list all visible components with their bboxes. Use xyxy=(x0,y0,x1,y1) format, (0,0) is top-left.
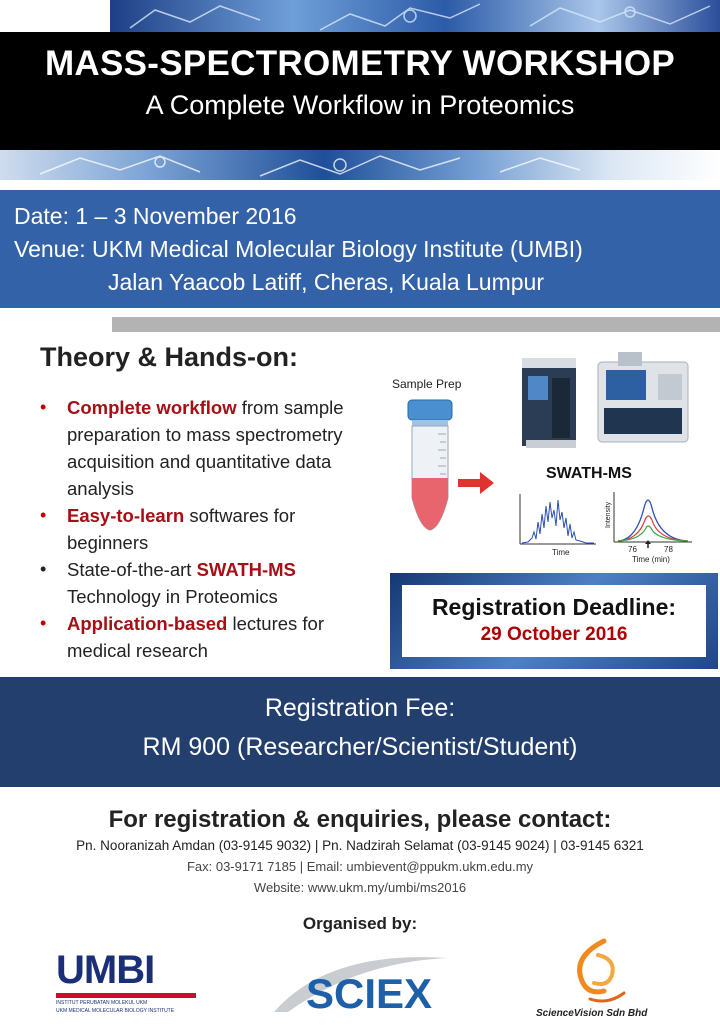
sciencevision-logo-text: ScienceVision Sdn Bhd xyxy=(536,1008,648,1019)
registration-fee-block xyxy=(0,677,720,787)
contact-title: For registration & enquiries, please contact: xyxy=(108,806,612,833)
sciex-logo xyxy=(268,940,458,1020)
event-date: Date: 1 – 3 November 2016 xyxy=(14,203,297,229)
umbi-logo-subtitle: INSTITUT PERUBATAN MOLEKUL UKM xyxy=(56,1000,148,1006)
umbi-logo xyxy=(56,950,196,1020)
sciex-logo-text: SCIEX xyxy=(306,970,433,1017)
deadline-box xyxy=(402,585,706,657)
contact-fax-email: Fax: 03-9171 7185 | Email: umbievent@ppukm.ukm.edu.my xyxy=(186,859,534,874)
deadline-title: Registration Deadline: xyxy=(431,594,677,620)
list-item: • State-of-the-art SWATH-MS Technology in Proteomics xyxy=(40,556,350,610)
fee-title: Registration Fee: xyxy=(264,694,456,722)
bullet-icon: • xyxy=(40,613,47,633)
page-title: MASS-SPECTROMETRY WORKSHOP xyxy=(44,44,676,83)
bullet-icon: • xyxy=(40,397,47,417)
umbi-logo-text: UMBI xyxy=(56,948,155,992)
bottom-banner-image xyxy=(0,150,720,180)
deadline-date: 29 October 2016 xyxy=(480,624,628,645)
chart2-tick-1: 76 xyxy=(628,545,637,554)
divider-bar xyxy=(112,317,720,332)
umbi-logo-subtitle-en: UKM MEDICAL MOLECULAR BIOLOGY INSTITUTE xyxy=(56,1008,175,1014)
bullet-icon: • xyxy=(40,505,47,525)
event-info-block xyxy=(0,190,720,308)
contact-website: Website: www.ukm.my/umbi/ms2016 xyxy=(253,880,467,895)
sciencevision-logo xyxy=(528,935,678,1025)
feature-list xyxy=(40,394,350,664)
title-block xyxy=(0,32,720,150)
swath-ms-label: SWATH-MS xyxy=(546,465,632,482)
arrow-right-icon xyxy=(458,472,494,494)
chart2-ylabel: Intensity xyxy=(605,501,612,528)
chart1-xlabel: Time xyxy=(552,548,570,557)
bullet-icon: • xyxy=(40,559,47,579)
top-banner-image xyxy=(110,0,720,32)
list-item: • Complete workflow from sample preparation to mass spectrometry acquisition and quantitative data analysis xyxy=(40,394,350,502)
fee-amount: RM 900 (Researcher/Scientist/Student) xyxy=(142,733,578,761)
list-item: • Easy-to-learn softwares for beginners xyxy=(40,502,350,556)
list-item: • Application-based lectures for medical research xyxy=(40,610,350,664)
sample-tube-icon xyxy=(400,398,460,533)
page-subtitle: A Complete Workflow in Proteomics xyxy=(145,90,575,120)
event-address: Jalan Yaacob Latiff, Cheras, Kuala Lumpur xyxy=(108,269,545,295)
organised-by-label: Organised by: xyxy=(302,914,418,933)
sample-prep-label: Sample Prep xyxy=(392,377,462,391)
contact-phones: Pn. Nooranizah Amdan (03-9145 9032) | Pn. Nadzirah Selamat (03-9145 9024) | 03-9145 6321 xyxy=(76,838,644,853)
chromatogram-chart xyxy=(516,492,598,558)
chart2-xlabel: Time (min) xyxy=(632,555,670,564)
event-venue: Venue: UKM Medical Molecular Biology Institute (UMBI) xyxy=(14,236,583,262)
mass-spectrometer-image xyxy=(518,348,696,452)
theory-title: Theory & Hands-on: xyxy=(40,342,299,372)
chart2-tick-2: 78 xyxy=(664,545,673,554)
umbi-logo-bar xyxy=(56,993,196,998)
xic-chart xyxy=(600,488,696,566)
